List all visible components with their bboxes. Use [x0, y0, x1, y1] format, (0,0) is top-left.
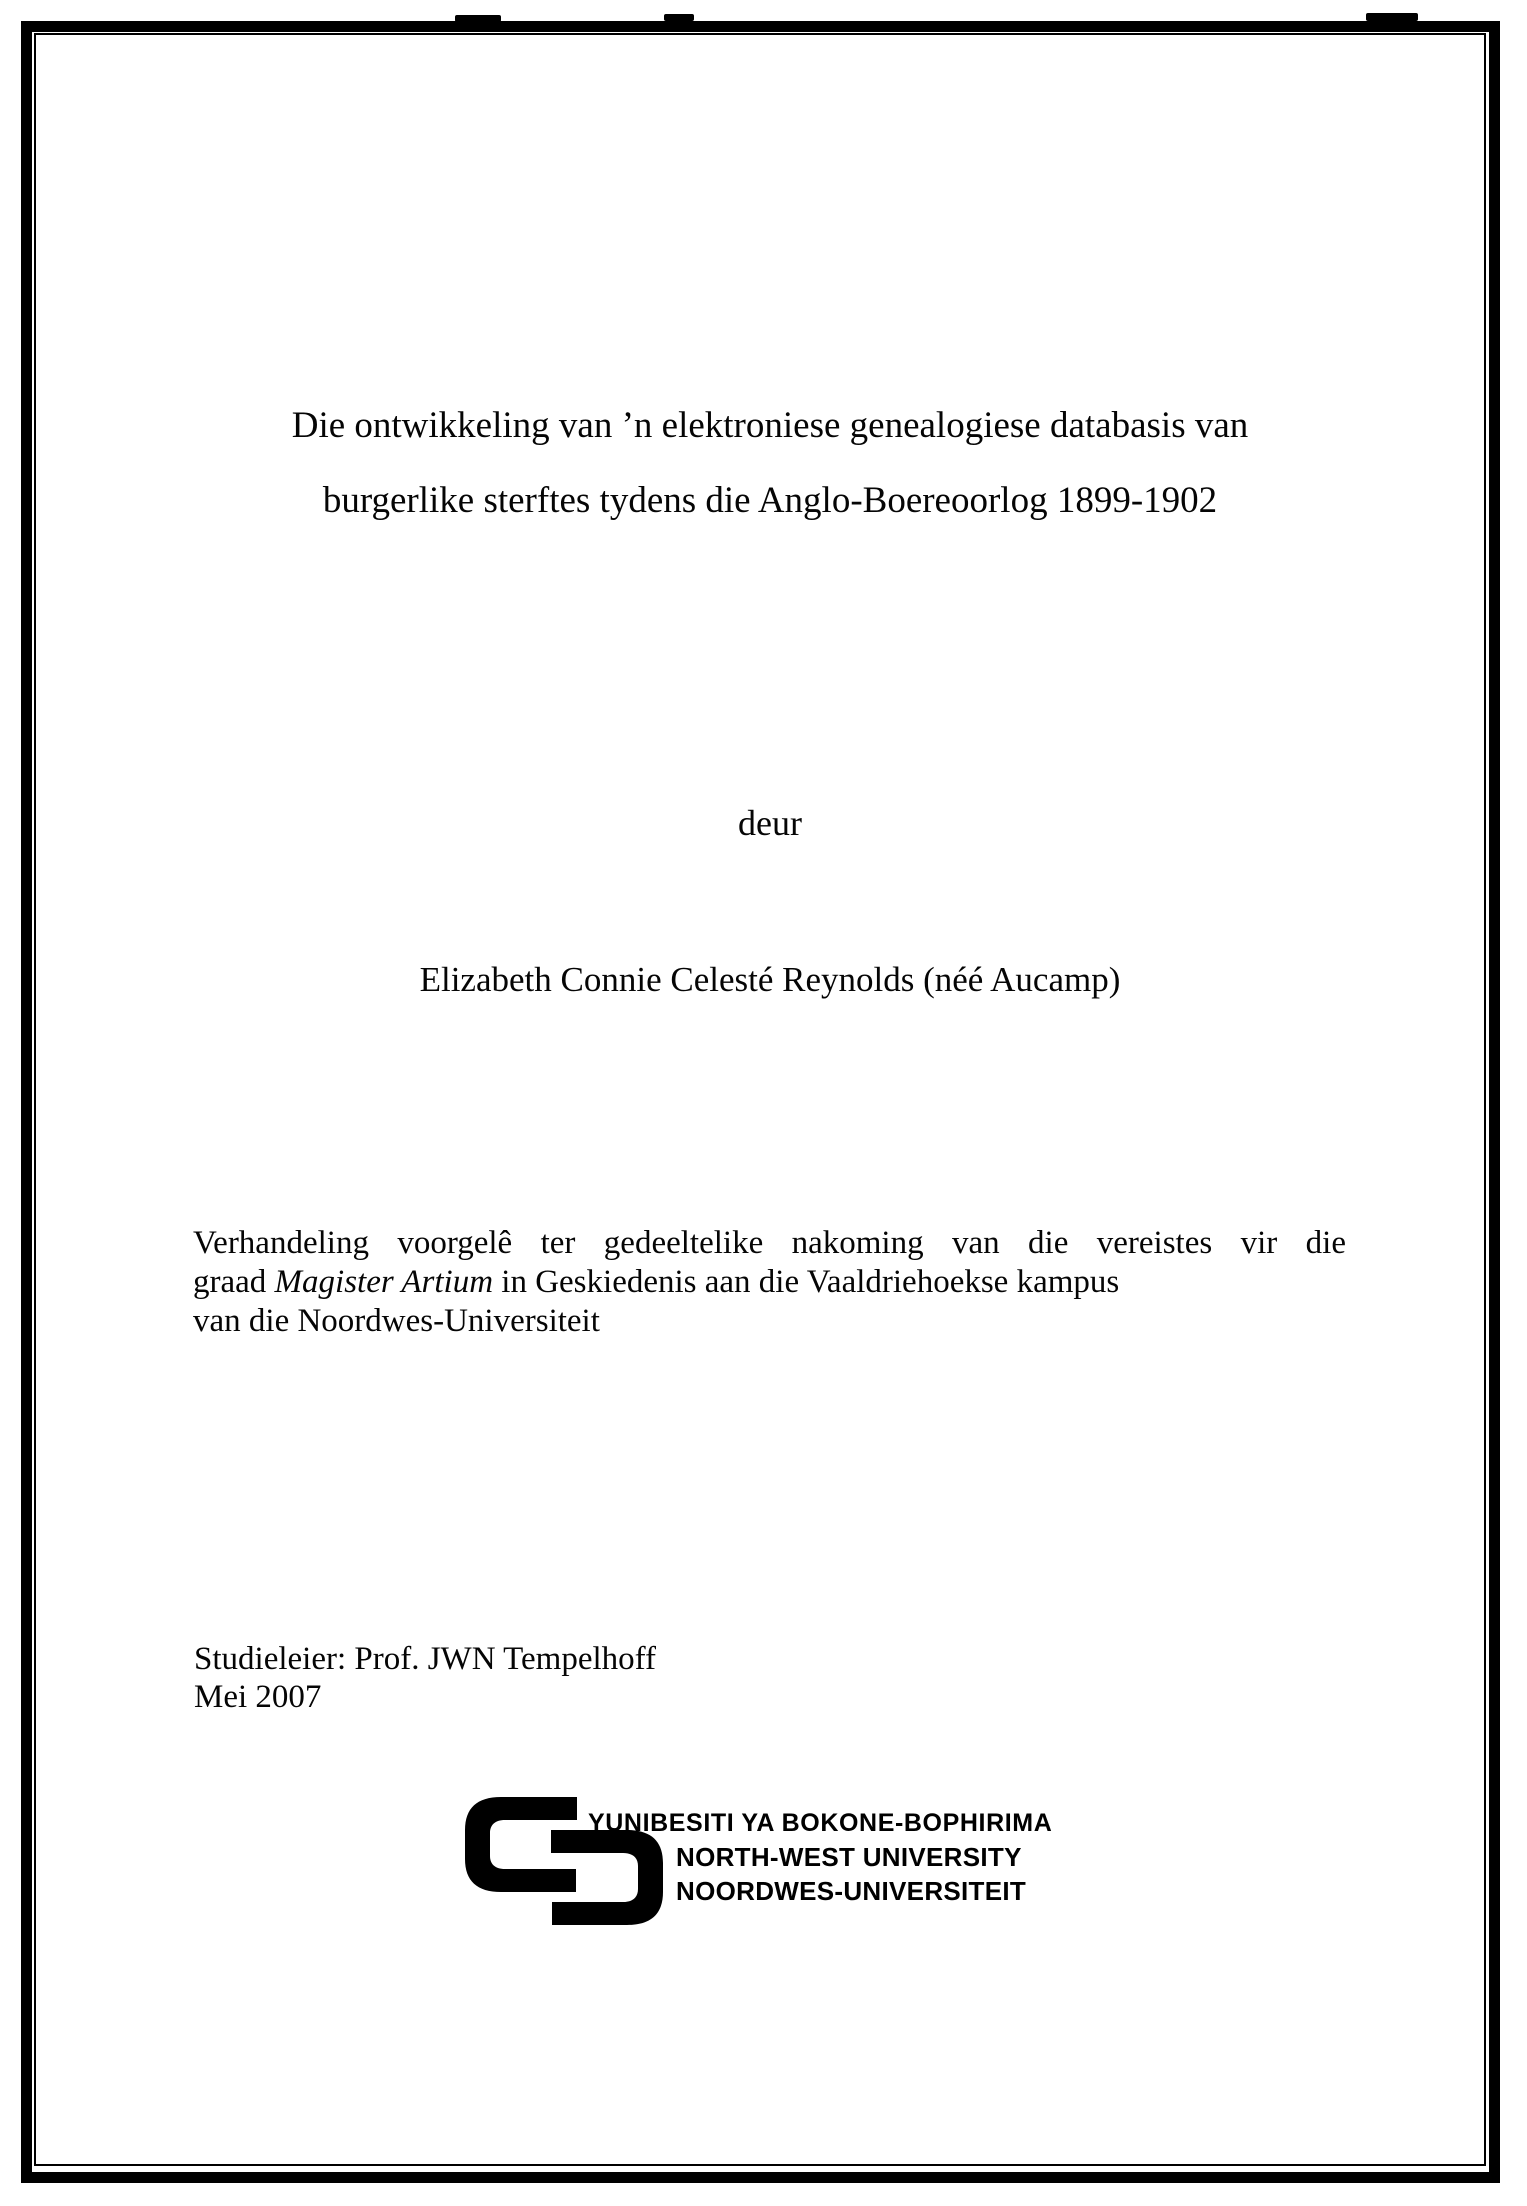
thesis-statement [193, 1224, 1346, 1341]
scan-artifact [1366, 13, 1418, 21]
logo-line-english: NORTH-WEST UNIVERSITY [676, 1842, 1022, 1872]
author-name: Elizabeth Connie Celesté Reynolds (néé Aucamp) [419, 960, 1121, 999]
university-logo [465, 1797, 1085, 1937]
date-line: Mei 2007 [194, 1679, 322, 1715]
thesis-title [195, 388, 1345, 538]
degree-name: Magister Artium [274, 1264, 494, 1300]
university-logo-text [588, 1806, 1052, 1908]
supervisor-block [194, 1640, 656, 1716]
thesis-title-line2: burgerlike sterftes tydens die Anglo-Boereoorlog 1899-1902 [322, 480, 1218, 521]
supervisor-line: Studieleier: Prof. JWN Tempelhoff [194, 1641, 657, 1677]
thesis-statement-line1: Verhandeling voorgelê ter gedeeltelike nakoming van die vereistes vir die [193, 1225, 1346, 1261]
scan-artifact [455, 15, 501, 22]
thesis-statement-line2 [193, 1263, 1346, 1302]
logo-line-afrikaans: NOORDWES-UNIVERSITEIT [676, 1876, 1027, 1906]
scan-artifact [664, 14, 694, 21]
logo-line-setswana: YUNIBESITI YA BOKONE-BOPHIRIMA [588, 1809, 1053, 1837]
thesis-statement-line2-pre: graad [193, 1264, 275, 1300]
thesis-title-line1: Die ontwikkeling van ’n elektroniese genealogiese databasis van [291, 405, 1249, 446]
thesis-statement-line3: van die Noordwes-Universiteit [193, 1303, 600, 1339]
byline: deur [738, 803, 802, 843]
thesis-statement-line2-post: in Geskiedenis aan die Vaaldriehoekse kampus [493, 1264, 1120, 1300]
